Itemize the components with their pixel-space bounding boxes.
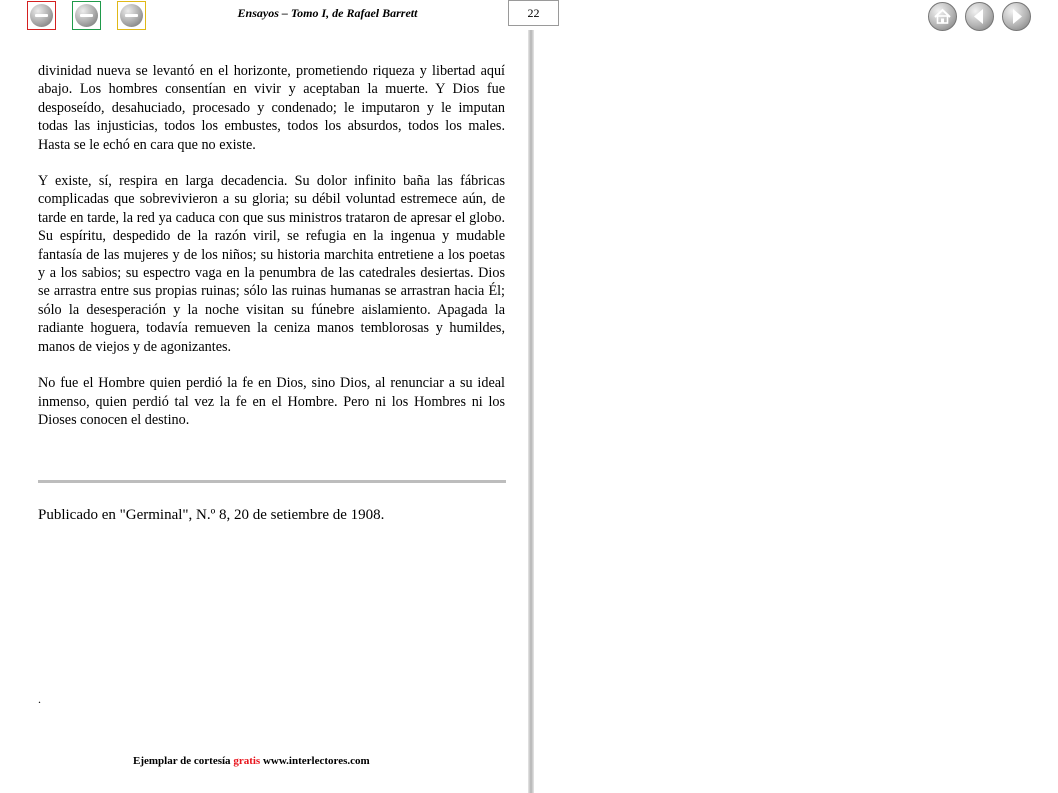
arrow-right-icon (1003, 3, 1030, 30)
paragraph: Y existe, sí, respira en larga decadencia. Su dolor infinito baña las fábricas complicadas que sobrevivieron a su gloria; su débil voluntad estremece aún, de tarde en tarde, la red ya caduca con que sus ministros trataron de apresar el globo. Su espíritu, despedido de la razón viril, se refugia en la ingenua y mudable fantasía de las mujeres y de los niños; su historia marchita entretiene a los poetas y a los sabios; su espectro vaga en la penumbra de las catedrales desiertas. Dios se arrastra entre sus propias ruinas; sólo las ruinas humanas se arrastran hacia Él; sólo la desesperación y la noche visitan su fúnebre aislamiento. Apagada la radiante hoguera, todavía remueven la ceniza manos temblorosas y humildes, manos de viejos y de agonizantes. (38, 173, 505, 355)
paragraph: No fue el Hombre quien perdió la fe en Dios, sino Dios, al renunciar a su ideal inmenso, quien perdió tal vez la fe en el Hombre. Pero ni los Hombres ni los Dioses conocen el destino. (38, 375, 505, 428)
zoom-out-button-red[interactable] (27, 1, 56, 30)
home-button[interactable] (928, 2, 957, 31)
previous-page-button[interactable] (965, 2, 994, 31)
footer-prefix: Ejemplar de cortesía (133, 755, 234, 767)
footer-website-link[interactable]: www.interlectores.com (260, 755, 370, 767)
footer-courtesy (133, 755, 370, 767)
footer-gratis: gratis (233, 755, 261, 767)
page-body (38, 62, 505, 447)
arrow-left-icon (966, 3, 993, 30)
page-number: 22 (508, 0, 559, 26)
home-icon (929, 3, 956, 30)
page-header-title: Ensayos – Tomo I, de Rafael Barrett (237, 6, 418, 20)
zoom-out-button-yellow[interactable] (117, 1, 146, 30)
page-edge-divider (528, 30, 534, 793)
horizontal-rule (38, 480, 506, 483)
stray-dot: . (38, 692, 41, 706)
paragraph: divinidad nueva se levantó en el horizonte, prometiendo riqueza y libertad aquí abajo. Los hombres consentían en vivir y aceptaban la muerte. Y Dios fue desposeído, desahuciado, procesado y condenado; le imputaron y le imputan todas las injusticias, todos los embustes, todos los absurdos, todos los males. Hasta se le echó en cara que no existe. (38, 63, 505, 153)
zoom-out-button-green[interactable] (72, 1, 101, 30)
minus-icon (75, 4, 98, 27)
publication-note: Publicado en "Germinal", N.º 8, 20 de setiembre de 1908. (38, 507, 385, 523)
minus-icon (30, 4, 53, 27)
next-page-button[interactable] (1002, 2, 1031, 31)
minus-icon (120, 4, 143, 27)
